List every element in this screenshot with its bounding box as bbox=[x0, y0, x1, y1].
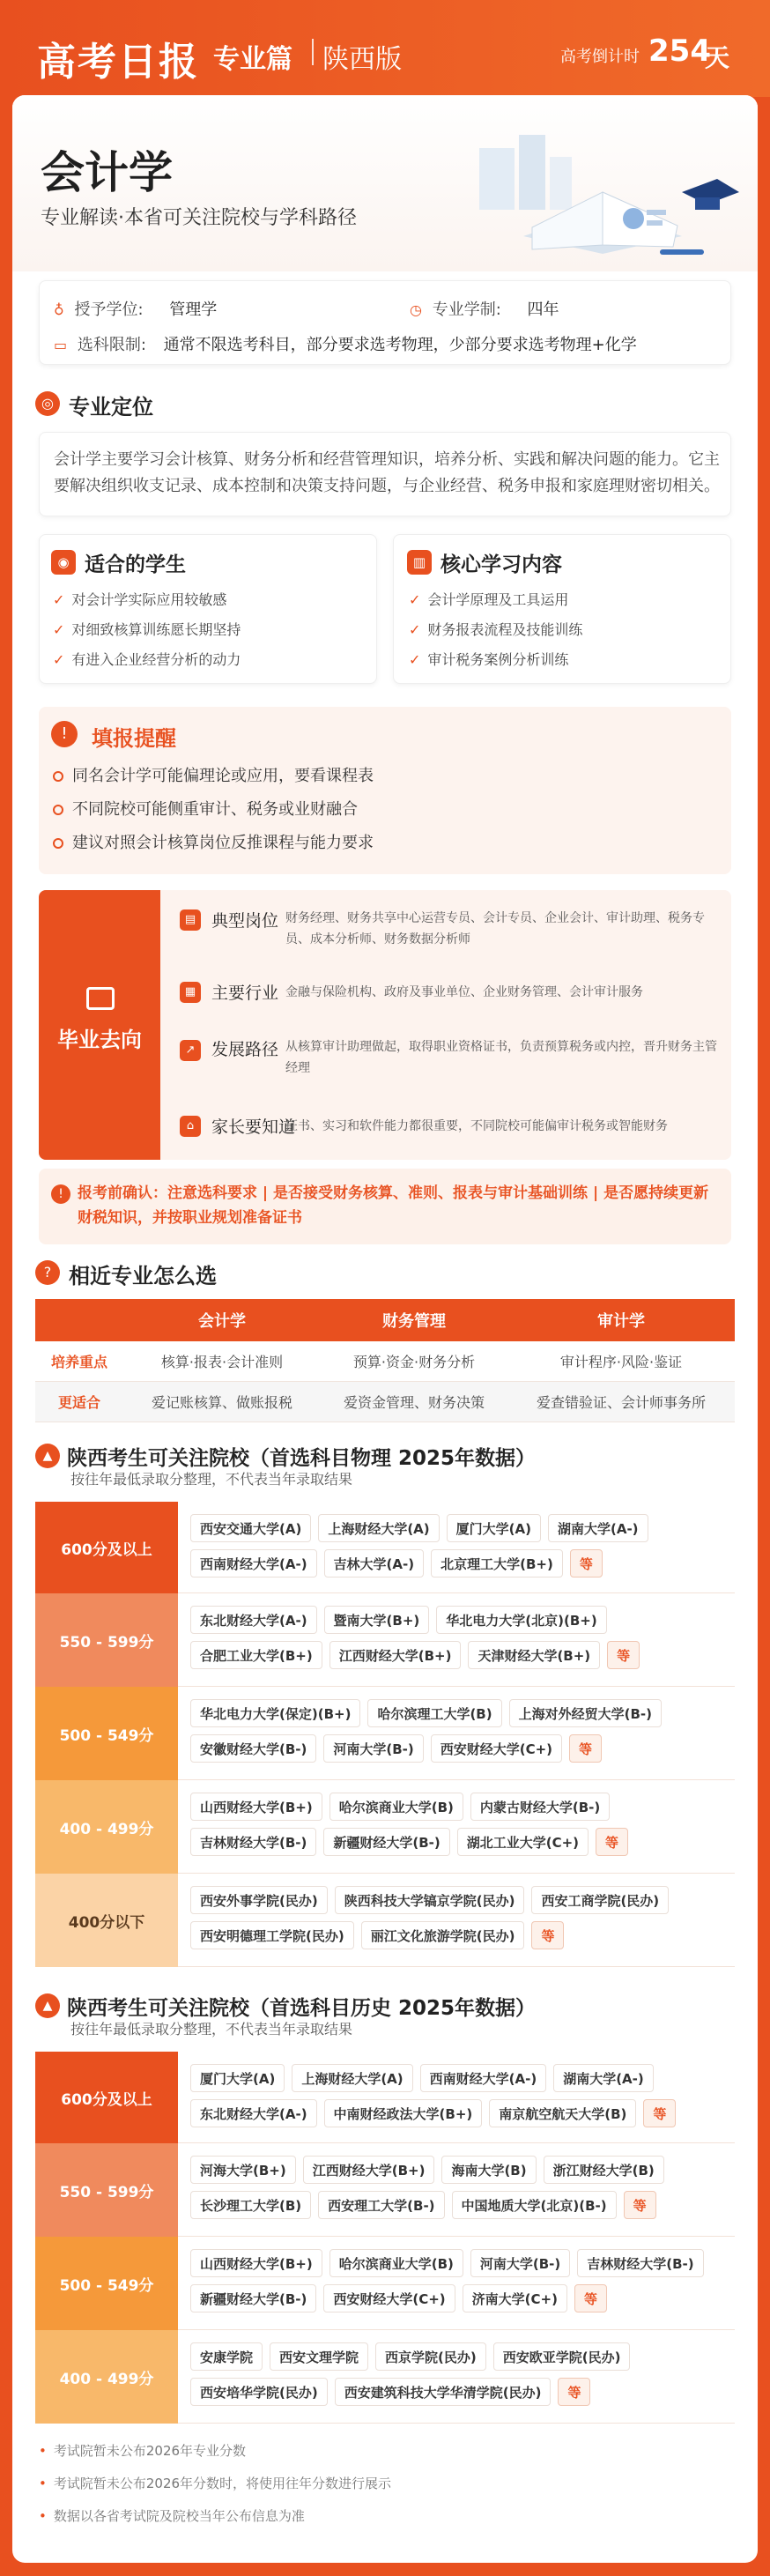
score-tier bbox=[35, 2052, 735, 2143]
tier-label: 400分以下 bbox=[35, 1874, 178, 1967]
school-chip-list bbox=[190, 1699, 729, 1763]
school-chip: 上海对外经贸大学(B-) bbox=[509, 1699, 662, 1727]
school-chip: 西安培华学院(民办) bbox=[190, 2378, 328, 2406]
physics-subtitle: 按往年最低录取分整理，不代表当年录取结果 bbox=[70, 1471, 353, 1488]
alert-icon: ! bbox=[51, 1184, 70, 1204]
more-chip: 等 bbox=[574, 2284, 607, 2312]
check-icon: ✓ bbox=[409, 651, 421, 668]
subjects-row bbox=[54, 332, 637, 355]
career-row-text: 证书、实习和软件能力都很重要，不同院校可能偏审计税务或智能财务 bbox=[285, 1119, 668, 1133]
suitable-item: ✓ 对会计学实际应用较敏感 bbox=[53, 591, 227, 608]
score-tier bbox=[35, 2237, 735, 2330]
tier-body bbox=[178, 1593, 735, 1687]
compare-header-cell: 财务管理 bbox=[382, 1312, 446, 1331]
career-row-text: 财务经理、财务共享中心运营专员、会计专员、企业会计、审计助理、税务专员、成本分析师、财务数据分析师 bbox=[285, 911, 705, 947]
tier-body bbox=[178, 2052, 735, 2143]
info-card bbox=[39, 280, 731, 365]
building-icon: ▦ bbox=[180, 982, 201, 1003]
briefcase-icon bbox=[86, 987, 115, 1010]
suitable-title: 适合的学生 bbox=[85, 553, 186, 576]
province-label: 陕西版 bbox=[322, 44, 402, 75]
school-chip: 安康学院 bbox=[190, 2342, 263, 2371]
school-chip: 南京航空航天大学(B) bbox=[489, 2099, 636, 2127]
school-chip: 安徽财经大学(B-) bbox=[190, 1734, 316, 1763]
tier-body bbox=[178, 2237, 735, 2330]
score-tier bbox=[35, 1874, 735, 1967]
school-icon: ▲ bbox=[35, 1444, 60, 1468]
school-chip: 内蒙古财经大学(B-) bbox=[470, 1793, 610, 1821]
school-icon: ▲ bbox=[35, 1993, 60, 2018]
tier-label: 400 - 499分 bbox=[35, 1780, 178, 1874]
career-row-label: 家长要知道 bbox=[211, 1117, 296, 1137]
core-item: ✓ 会计学原理及工具运用 bbox=[409, 591, 569, 608]
major-subtitle: 专业解读·本省可关注院校与学科路径 bbox=[41, 207, 357, 229]
school-chip: 吉林大学(A-) bbox=[324, 1549, 425, 1578]
book-icon: ▭ bbox=[54, 337, 68, 353]
school-chip: 厦门大学(A) bbox=[447, 1514, 541, 1542]
school-chip: 浙江财经大学(B) bbox=[544, 2156, 664, 2184]
school-chip: 上海财经大学(A) bbox=[292, 2064, 412, 2092]
subjects-label: 选科限制: bbox=[77, 336, 146, 354]
school-chip-list bbox=[190, 1886, 729, 1949]
table-row bbox=[35, 1341, 735, 1382]
more-chip: 等 bbox=[596, 1828, 628, 1856]
question-icon: ? bbox=[35, 1260, 60, 1285]
school-chip: 哈尔滨商业大学(B) bbox=[329, 2249, 463, 2277]
school-chip: 西安欧亚学院(民办) bbox=[493, 2342, 631, 2371]
clock-icon: ◷ bbox=[410, 301, 422, 318]
note-item: • 考试院暂未公布2026年专业分数 bbox=[39, 2441, 391, 2460]
check-icon: ✓ bbox=[409, 621, 421, 638]
check-icon: ✓ bbox=[53, 651, 65, 668]
school-chip: 济南大学(C+) bbox=[463, 2284, 567, 2312]
tier-label: 500 - 549分 bbox=[35, 1687, 178, 1780]
school-chip: 河南大学(B-) bbox=[323, 1734, 423, 1763]
school-chip: 中南财经政法大学(B+) bbox=[324, 2099, 483, 2127]
compare-header-cell: 会计学 bbox=[198, 1312, 246, 1331]
school-chip: 湖南大学(A-) bbox=[548, 1514, 648, 1542]
school-chip: 西安理工大学(B-) bbox=[318, 2191, 444, 2219]
more-chip: 等 bbox=[607, 1641, 640, 1669]
note-item: • 考试院暂未公布2026年分数时，将使用往年分数进行展示 bbox=[39, 2474, 391, 2492]
history-title: 陕西考生可关注院校（首选科目历史 2025年数据） bbox=[67, 1997, 537, 2020]
subjects-value: 通常不限选考科目，部分要求选考物理，少部分要求选考物理+化学 bbox=[163, 336, 637, 354]
countdown-label: 高考倒计时 bbox=[560, 48, 640, 66]
school-chip: 河海大学(B+) bbox=[190, 2156, 296, 2184]
career-row-label: 主要行业 bbox=[211, 984, 279, 1003]
duration-row bbox=[410, 297, 559, 320]
school-chip: 天津财经大学(B+) bbox=[468, 1641, 600, 1669]
school-chip: 中国地质大学(北京)(B-) bbox=[452, 2191, 617, 2219]
school-chip-list bbox=[190, 1793, 729, 1856]
career-label: 毕业去向 bbox=[57, 1028, 142, 1052]
more-chip: 等 bbox=[569, 1734, 602, 1763]
family-icon: ⌂ bbox=[180, 1116, 201, 1137]
compare-row-label: 培养重点 bbox=[50, 1354, 107, 1370]
suitable-item: ✓ 有进入企业经营分析的动力 bbox=[53, 651, 241, 668]
warning-item: 同名会计学可能偏理论或应用，要看课程表 bbox=[53, 763, 374, 786]
tier-label: 600分及以上 bbox=[35, 2052, 178, 2143]
warning-title: 填报提醒 bbox=[92, 726, 176, 751]
school-chip: 山西财经大学(B+) bbox=[190, 2249, 322, 2277]
degree-row bbox=[54, 297, 217, 320]
school-chip: 丽江文化旅游学院(民办) bbox=[361, 1921, 525, 1949]
compare-header-cell bbox=[35, 1299, 123, 1341]
score-tier bbox=[35, 2330, 735, 2424]
school-chip: 新疆财经大学(B-) bbox=[323, 1828, 449, 1856]
school-chip: 西安财经大学(C+) bbox=[431, 1734, 562, 1763]
history-subtitle: 按往年最低录取分整理，不代表当年录取结果 bbox=[70, 2021, 353, 2038]
brand-title: 高考日报 bbox=[37, 40, 199, 85]
warning-icon: ! bbox=[51, 721, 78, 747]
more-chip: 等 bbox=[643, 2099, 676, 2127]
header-bar bbox=[0, 0, 770, 97]
school-chip: 吉林财经大学(B-) bbox=[577, 2249, 703, 2277]
school-chip: 新疆财经大学(B-) bbox=[190, 2284, 316, 2312]
career-row-label: 典型岗位 bbox=[211, 911, 279, 931]
tier-body bbox=[178, 1687, 735, 1780]
compare-header-cell: 审计学 bbox=[597, 1312, 645, 1331]
score-tier bbox=[35, 1687, 735, 1780]
trend-icon: ↗ bbox=[180, 1040, 201, 1061]
school-chip: 西安财经大学(C+) bbox=[323, 2284, 455, 2312]
compare-header-row bbox=[35, 1299, 735, 1341]
school-chip: 西南财经大学(A-) bbox=[190, 1549, 317, 1578]
award-icon: ♁ bbox=[54, 301, 64, 318]
school-chip: 山西财经大学(B+) bbox=[190, 1793, 322, 1821]
note-item: • 数据以各省考试院及院校当年公布信息为准 bbox=[39, 2506, 391, 2525]
physics-title: 陕西考生可关注院校（首选科目物理 2025年数据） bbox=[67, 1447, 537, 1470]
compare-row-label: 更适合 bbox=[57, 1394, 100, 1411]
school-chip: 西安工商学院(民办) bbox=[531, 1886, 669, 1914]
school-chip-list bbox=[190, 2342, 729, 2406]
degree-label: 授予学位: bbox=[74, 301, 144, 319]
school-chip: 河南大学(B-) bbox=[470, 2249, 570, 2277]
score-tier bbox=[35, 2143, 735, 2237]
position-text: 会计学主要学习会计核算、财务分析和经营管理知识，培养分析、实践和解决问题的能力。它主要解决组织收支记录、成本控制和决策支持问题，与企业经营、税务申报和家庭理财密切相关。 bbox=[54, 450, 720, 495]
school-chip-list bbox=[190, 1514, 729, 1578]
core-title: 核心学习内容 bbox=[441, 553, 562, 576]
check-icon: ✓ bbox=[409, 591, 421, 608]
tier-label: 500 - 549分 bbox=[35, 2237, 178, 2330]
book-illustration-icon bbox=[470, 130, 744, 263]
compare-cell: 核算·报表·会计准则 bbox=[160, 1354, 284, 1370]
school-chip: 西安文理学院 bbox=[270, 2342, 368, 2371]
compare-table bbox=[35, 1299, 735, 1422]
header-divider bbox=[312, 39, 314, 65]
hero bbox=[12, 95, 758, 271]
edition-label: 专业篇 bbox=[213, 44, 292, 75]
table-row bbox=[35, 1382, 735, 1422]
tier-label: 550 - 599分 bbox=[35, 2143, 178, 2237]
major-title: 会计学 bbox=[41, 147, 173, 198]
tip-box bbox=[39, 1169, 731, 1244]
tier-label: 550 - 599分 bbox=[35, 1593, 178, 1687]
school-chip: 华北电力大学(北京)(B+) bbox=[436, 1606, 606, 1634]
tier-label: 600分及以上 bbox=[35, 1502, 178, 1593]
duration-value: 四年 bbox=[527, 301, 559, 319]
school-chip-list bbox=[190, 2156, 729, 2219]
school-chip-list bbox=[190, 2064, 729, 2127]
school-chip: 西安明德理工学院(民办) bbox=[190, 1921, 354, 1949]
career-label-block bbox=[39, 890, 160, 1160]
more-chip: 等 bbox=[531, 1921, 564, 1949]
school-chip: 华北电力大学(保定)(B+) bbox=[190, 1699, 360, 1727]
school-chip: 海南大学(B) bbox=[441, 2156, 536, 2184]
tier-body bbox=[178, 1780, 735, 1874]
compare-cell: 爱记账核算、做账报税 bbox=[151, 1394, 292, 1411]
score-tier bbox=[35, 1780, 735, 1874]
school-chip-list bbox=[190, 1606, 729, 1669]
school-chip: 厦门大学(A) bbox=[190, 2064, 285, 2092]
notes bbox=[39, 2441, 391, 2539]
school-chip: 上海财经大学(A) bbox=[318, 1514, 439, 1542]
school-chip: 吉林财经大学(B-) bbox=[190, 1828, 316, 1856]
tier-body bbox=[178, 1874, 735, 1967]
bullet-icon bbox=[53, 805, 63, 815]
school-chip: 陕西科技大学镐京学院(民办) bbox=[335, 1886, 525, 1914]
school-chip-list bbox=[190, 2249, 729, 2312]
tier-body bbox=[178, 1502, 735, 1593]
tier-body bbox=[178, 2143, 735, 2237]
position-title: 专业定位 bbox=[69, 395, 153, 419]
check-icon: ✓ bbox=[53, 591, 65, 608]
compare-cell: 爱资金管理、财务决策 bbox=[343, 1394, 485, 1411]
compare-cell: 审计程序·风险·鉴证 bbox=[559, 1354, 683, 1370]
compare-cell: 预算·资金·财务分析 bbox=[352, 1354, 476, 1370]
tier-body bbox=[178, 2330, 735, 2424]
warning-item: 建议对照会计核算岗位反推课程与能力要求 bbox=[53, 830, 374, 853]
core-item: ✓ 审计税务案例分析训练 bbox=[409, 651, 569, 668]
school-chip: 西南财经大学(A-) bbox=[420, 2064, 547, 2092]
id-card-icon: ▤ bbox=[180, 909, 201, 931]
compare-title: 相近专业怎么选 bbox=[69, 1264, 217, 1288]
school-chip: 湖北工业大学(C+) bbox=[457, 1828, 589, 1856]
school-chip: 哈尔滨理工大学(B) bbox=[367, 1699, 501, 1727]
school-chip: 长沙理工大学(B) bbox=[190, 2191, 311, 2219]
tier-label: 400 - 499分 bbox=[35, 2330, 178, 2424]
countdown-unit: 天 bbox=[705, 43, 730, 72]
warning-item: 不同院校可能侧重审计、税务或业财融合 bbox=[53, 797, 358, 820]
school-chip: 西安交通大学(A) bbox=[190, 1514, 311, 1542]
school-chip: 西安建筑科技大学华清学院(民办) bbox=[335, 2378, 552, 2406]
school-chip: 江西财经大学(B+) bbox=[329, 1641, 462, 1669]
school-chip: 江西财经大学(B+) bbox=[303, 2156, 435, 2184]
open-book-icon: ▥ bbox=[407, 550, 432, 575]
degree-value: 管理学 bbox=[169, 301, 218, 319]
duration-label: 专业学制: bbox=[432, 301, 501, 319]
more-chip: 等 bbox=[558, 2378, 590, 2406]
bullet-icon bbox=[53, 838, 63, 849]
target-icon: ◎ bbox=[35, 391, 60, 416]
career-row-label: 发展路径 bbox=[211, 1040, 279, 1059]
school-chip: 哈尔滨商业大学(B) bbox=[329, 1793, 463, 1821]
career-row-text: 从核算审计助理做起，取得职业资格证书，负责预算税务或内控，晋升财务主管经理 bbox=[285, 1040, 717, 1075]
bullet-icon bbox=[53, 771, 63, 782]
core-item: ✓ 财务报表流程及技能训练 bbox=[409, 621, 583, 638]
score-tier bbox=[35, 1593, 735, 1687]
school-chip: 合肥工业大学(B+) bbox=[190, 1641, 322, 1669]
school-chip: 西京学院(民办) bbox=[375, 2342, 486, 2371]
career-row-text: 金融与保险机构、政府及事业单位、企业财务管理、会计审计服务 bbox=[285, 985, 643, 999]
user-icon: ◉ bbox=[51, 550, 76, 575]
score-tier bbox=[35, 1502, 735, 1593]
school-chip: 北京理工大学(B+) bbox=[431, 1549, 563, 1578]
countdown-days: 254 bbox=[648, 33, 711, 69]
more-chip: 等 bbox=[624, 2191, 656, 2219]
school-chip: 东北财经大学(A-) bbox=[190, 2099, 317, 2127]
school-chip: 西安外事学院(民办) bbox=[190, 1886, 328, 1914]
compare-cell: 爱查错验证、会计师事务所 bbox=[536, 1394, 706, 1411]
suitable-item: ✓ 对细致核算训练愿长期坚持 bbox=[53, 621, 241, 638]
more-chip: 等 bbox=[570, 1549, 603, 1578]
school-chip: 暨南大学(B+) bbox=[324, 1606, 430, 1634]
check-icon: ✓ bbox=[53, 621, 65, 638]
position-box bbox=[39, 432, 731, 516]
tip-text: 报考前确认：注意选科要求 | 是否接受财务核算、准则、报表与审计基础训练 | 是否愿持续更新财税知识，并按职业规划准备证书 bbox=[78, 1184, 709, 1227]
school-chip: 东北财经大学(A-) bbox=[190, 1606, 317, 1634]
school-chip: 湖南大学(A-) bbox=[553, 2064, 654, 2092]
